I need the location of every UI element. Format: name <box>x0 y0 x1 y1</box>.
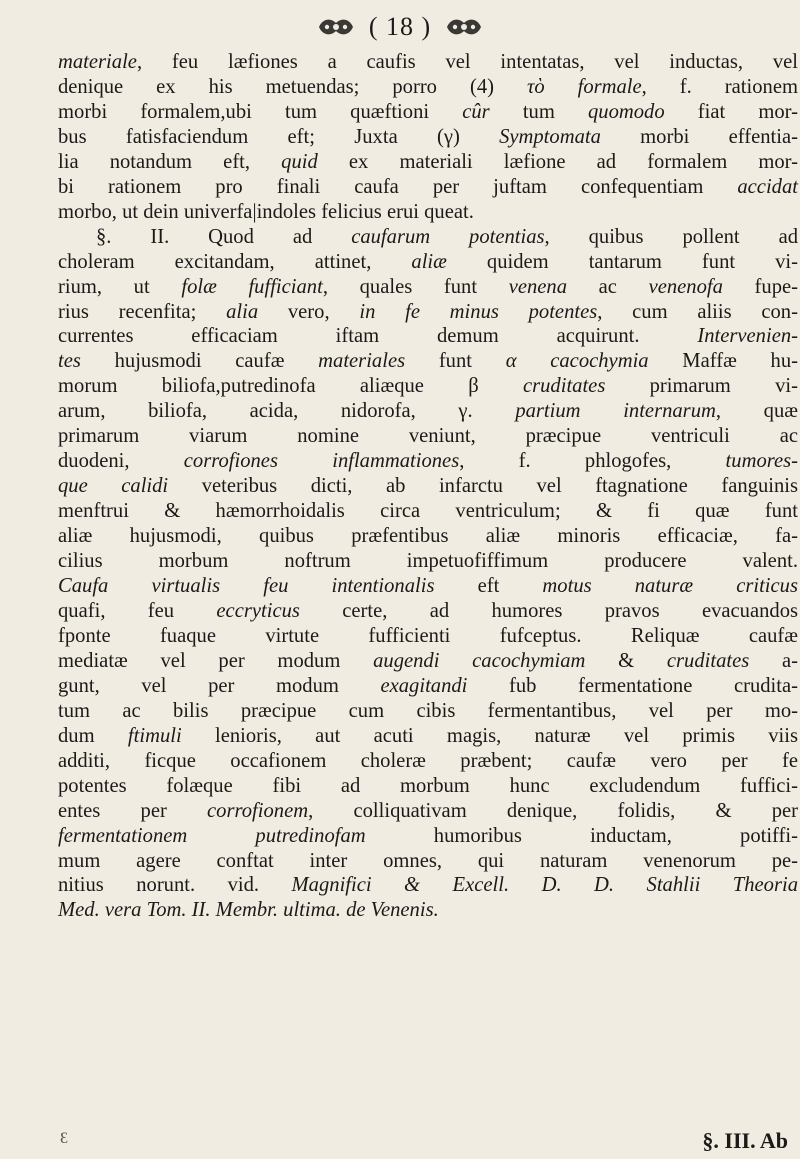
text-segment: additi, ficque occafionem choleræ præbent; caufæ vero per fe <box>58 749 798 772</box>
text-line <box>58 300 798 325</box>
italic-segment: alia <box>226 300 259 323</box>
text-line <box>58 524 798 549</box>
italic-segment: α cacochymia <box>505 350 649 373</box>
text-segment: funt <box>405 350 506 373</box>
italic-segment: cûr <box>462 100 490 123</box>
italic-segment: quomodo <box>588 100 665 123</box>
text-segment: vero, <box>258 300 360 323</box>
text-segment: morbo, ut dein univerfa|indoles felicius erui queat. <box>58 200 474 223</box>
text-segment: , quales funt <box>322 275 509 298</box>
text-segment: mum agere conftat inter omnes, qui naturam venenorum pe- <box>58 849 798 872</box>
text-line <box>58 150 798 175</box>
text-segment: duodeni, <box>58 450 184 473</box>
text-line <box>58 574 798 599</box>
text-segment: dum <box>58 724 128 747</box>
italic-segment: in fe minus potentes <box>359 300 598 323</box>
text-segment: fub fermentatione crudita- <box>467 674 798 697</box>
text-line <box>58 50 798 75</box>
page-header <box>0 8 800 46</box>
text-line <box>58 724 798 749</box>
signature-mark: Ɛ <box>60 1130 69 1147</box>
body-text <box>58 50 798 923</box>
text-line <box>58 649 798 674</box>
text-segment: mediatæ vel per modum <box>58 649 374 672</box>
text-line <box>58 200 798 225</box>
italic-segment: ftimuli <box>127 724 182 747</box>
text-segment: morbi formalem,ubi tum quæftioni <box>58 100 463 123</box>
text-segment: , feu læfiones a caufis vel intentatas, vel inductas, vel <box>136 51 798 73</box>
text-segment: §. II. Quod ad <box>96 225 352 248</box>
text-line <box>58 225 798 250</box>
text-segment: humoribus inductam, potiffi- <box>365 824 798 847</box>
text-line <box>58 424 798 449</box>
text-line <box>58 474 798 499</box>
text-line <box>58 849 798 874</box>
italic-segment: folæ fufficiant <box>181 275 323 298</box>
text-line <box>58 175 798 200</box>
text-line <box>58 275 798 300</box>
text-line <box>58 549 798 574</box>
text-segment: , cum aliis con- <box>597 300 798 323</box>
italic-segment: quid <box>281 150 318 173</box>
italic-segment: cruditates <box>666 649 750 672</box>
text-line <box>58 624 798 649</box>
page-footer <box>0 1128 800 1154</box>
text-segment: , colliquativam denique, folidis, & per <box>308 799 799 822</box>
text-segment: potentes folæque fibi ad morbum hunc excludendum fuffici- <box>58 774 798 797</box>
text-segment: tum ac bilis præcipue cum cibis fermentantibus, vel per mo- <box>58 699 798 722</box>
text-segment: lia notandum eft, <box>58 150 282 173</box>
text-segment: morbi effentia- <box>600 125 798 148</box>
italic-segment: Symptomata <box>499 125 601 148</box>
text-line <box>58 349 798 374</box>
text-segment: nitius norunt. vid. <box>58 874 292 897</box>
italic-segment: eccryticus <box>216 599 300 622</box>
text-segment: denique ex his metuendas; porro (4) <box>58 75 527 98</box>
ornament-left-icon <box>317 14 355 40</box>
text-line <box>58 824 798 849</box>
text-line <box>58 774 798 799</box>
text-segment: fponte fuaque virtute fufficienti fufceptus. Reliquæ caufæ <box>58 624 798 647</box>
italic-segment: partium internarum <box>515 400 716 423</box>
italic-segment: cruditates <box>522 375 606 398</box>
text-segment: choleram excitandam, attinet, <box>58 250 412 273</box>
ornament-right-icon <box>445 14 483 40</box>
text-line <box>58 250 798 275</box>
text-segment: entes per <box>58 799 208 822</box>
text-line <box>58 873 798 898</box>
italic-segment: que calidi <box>58 475 169 498</box>
text-line <box>58 399 798 424</box>
text-segment: primarum viarum nomine veniunt, præcipue ventriculi ac <box>58 425 798 448</box>
text-segment: arum, biliofa, acida, nidorofa, γ. <box>58 400 516 423</box>
text-segment: ac <box>567 275 649 298</box>
italic-segment: venenofa <box>648 275 723 298</box>
italic-segment: fermentationem putredinofam <box>58 824 366 847</box>
catchword: §. III. Ab <box>702 1128 788 1153</box>
text-line <box>58 898 798 923</box>
text-segment: gunt, vel per modum <box>58 674 381 697</box>
italic-segment: exagitandi <box>380 674 468 697</box>
italic-segment: Magnifici & Excell. D. D. Stahlii Theoria <box>291 874 798 897</box>
text-line <box>58 75 798 100</box>
text-segment: ex materiali læfione ad formalem mor- <box>317 150 798 173</box>
text-segment: , quibus pollent ad <box>544 225 799 248</box>
text-line <box>58 599 798 624</box>
text-line <box>58 749 798 774</box>
text-segment: quidem tantarum funt vi- <box>446 250 799 273</box>
text-segment: eft <box>434 575 543 598</box>
text-line <box>58 374 798 399</box>
text-segment: , f. phlogofes, <box>459 450 726 473</box>
text-segment: & <box>585 649 667 672</box>
text-segment: lenioris, aut acuti magis, naturæ vel primis viis <box>181 724 798 747</box>
text-line <box>58 499 798 524</box>
text-segment: morum biliofa,putredinofa aliæque β <box>58 375 523 398</box>
text-segment: quafi, feu <box>58 599 217 622</box>
italic-segment: τὸ formale <box>526 75 642 98</box>
italic-segment: accidat <box>737 175 798 198</box>
italic-segment: aliæ <box>411 250 447 273</box>
text-line <box>58 449 798 474</box>
text-segment: Maffæ hu- <box>648 350 798 373</box>
text-segment: tum <box>489 100 588 123</box>
italic-segment: Caufa virtualis feu intentionalis <box>58 575 435 598</box>
italic-segment: tes <box>58 350 81 373</box>
italic-segment: corrofionem <box>207 799 309 822</box>
text-line <box>58 324 798 349</box>
text-segment: , f. rationem <box>641 75 798 98</box>
text-segment: fiat mor- <box>664 100 798 123</box>
text-segment: a- <box>749 649 798 672</box>
italic-segment: Intervenien- <box>697 325 798 348</box>
text-line <box>58 125 798 150</box>
italic-segment: caufarum potentias <box>351 225 545 248</box>
text-segment: fupe- <box>722 275 798 298</box>
text-segment: aliæ hujusmodi, quibus præfentibus aliæ minoris efficaciæ, fa- <box>58 525 798 548</box>
text-segment: primarum vi- <box>605 375 798 398</box>
italic-segment: venena <box>508 275 567 298</box>
text-segment: rius recenfita; <box>58 300 227 323</box>
italic-segment: augendi cacochymiam <box>373 649 586 672</box>
page-number: ( 18 ) <box>368 12 432 41</box>
text-line <box>58 100 798 125</box>
text-line <box>58 799 798 824</box>
text-segment: veteribus dicti, ab infarctu vel ftagnatione fanguinis <box>168 475 798 498</box>
italic-segment: motus naturæ criticus <box>542 575 798 598</box>
text-segment: currentes efficaciam iftam demum acquirunt. <box>58 325 698 348</box>
italic-segment: Med. vera Tom. II. Membr. ultima. de Venenis. <box>58 899 439 922</box>
text-line <box>58 674 798 699</box>
text-line <box>58 699 798 724</box>
italic-segment: corrofiones inflammationes <box>183 450 460 473</box>
italic-segment: materiale <box>58 51 137 73</box>
italic-segment: materiales <box>318 350 406 373</box>
italic-segment: tumores- <box>725 450 798 473</box>
text-segment: cilius morbum noftrum impetuofiffimum producere valent. <box>58 550 798 573</box>
text-segment: hujusmodi caufæ <box>80 350 319 373</box>
text-segment: menftrui & hæmorrhoidalis circa ventriculum; & fi quæ funt <box>58 500 798 523</box>
text-segment: certe, ad humores pravos evacuandos <box>299 599 799 622</box>
text-segment: rium, ut <box>58 275 182 298</box>
text-segment: bi rationem pro finali caufa per juftam confequentiam <box>58 175 738 198</box>
text-segment: bus fatisfaciendum eft; Juxta (γ) <box>58 125 500 148</box>
text-segment: , quæ <box>715 400 798 423</box>
